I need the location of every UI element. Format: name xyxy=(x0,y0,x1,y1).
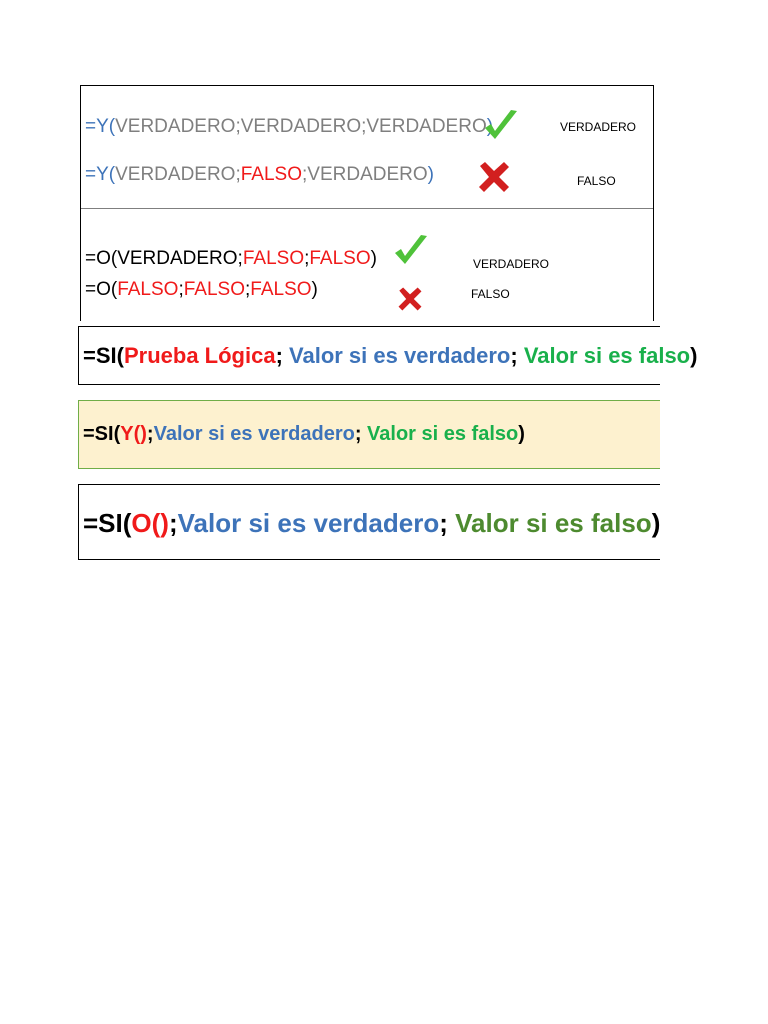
formula-segment: ) xyxy=(370,248,377,269)
si-syntax-panel xyxy=(78,326,698,385)
divider xyxy=(81,208,653,209)
formula-segment: =Y( xyxy=(85,164,116,185)
result-o-true: VERDADERO xyxy=(473,257,550,271)
cross-icon xyxy=(477,160,511,194)
formula-segment: ; xyxy=(439,508,456,538)
formula-segment: ) xyxy=(311,279,318,300)
formula-segment: ) xyxy=(427,164,434,185)
formula-y-false xyxy=(85,164,434,186)
formula-segment: =O( xyxy=(85,279,118,300)
formula-segment: =Y( xyxy=(85,116,116,137)
formula-segment: FALSO xyxy=(242,248,305,269)
cross-icon xyxy=(397,286,423,312)
formula-segment: Valor si es verdadero xyxy=(289,343,511,368)
formula-segment: ; xyxy=(244,279,251,300)
formula-segment: ) xyxy=(518,423,525,445)
formula-segment: Valor si es falso xyxy=(367,423,519,445)
formula-segment: ; xyxy=(168,508,178,538)
formula-segment: Y() xyxy=(120,423,147,445)
formula-segment: FALSO xyxy=(117,279,179,300)
check-icon xyxy=(481,106,521,146)
si-y-panel xyxy=(78,400,660,469)
formula-o-false xyxy=(85,279,318,301)
formula-segment: Valor si es verdadero xyxy=(177,508,440,538)
formula-segment: ; xyxy=(354,423,368,445)
formula-segment: ; xyxy=(146,423,154,445)
formula-segment: ; xyxy=(510,343,524,368)
formula-segment: FALSO xyxy=(240,164,302,185)
formula-segment: O() xyxy=(131,508,169,538)
formula-si-o xyxy=(83,508,660,539)
formula-segment: ) xyxy=(690,343,698,368)
formula-segment: Valor si es falso xyxy=(455,508,652,538)
formula-segment: =O(VERDADERO; xyxy=(85,248,243,269)
formula-segment: ;VERDADERO xyxy=(302,164,428,185)
logic-examples-panel xyxy=(80,85,654,321)
formula-segment: ; xyxy=(304,248,310,269)
formula-segment: Valor si es falso xyxy=(523,343,691,368)
formula-segment: =SI( xyxy=(83,423,121,445)
formula-segment: FALSO xyxy=(183,279,245,300)
formula-segment: ; xyxy=(178,279,184,300)
formula-o-true xyxy=(85,248,377,270)
formula-segment: VERDADERO;VERDADERO;VERDADERO xyxy=(115,116,487,137)
result-o-false: FALSO xyxy=(471,287,510,301)
formula-segment: VERDADERO; xyxy=(115,164,241,185)
formula-si-y xyxy=(83,423,525,446)
check-icon xyxy=(391,231,431,271)
formula-segment: FALSO xyxy=(250,279,312,300)
formula-segment: FALSO xyxy=(309,248,371,269)
formula-segment: =SI( xyxy=(83,343,124,368)
formula-y-true xyxy=(85,116,493,138)
result-y-false: FALSO xyxy=(577,174,616,188)
formula-segment: ; xyxy=(275,343,290,368)
formula-segment: Prueba Lógica xyxy=(123,343,276,368)
formula-segment: Valor si es verdadero xyxy=(153,423,355,445)
formula-si-syntax xyxy=(83,343,697,369)
si-o-panel xyxy=(78,484,660,560)
formula-segment: =SI( xyxy=(83,508,132,538)
formula-segment: ) xyxy=(651,508,661,538)
result-y-true: VERDADERO xyxy=(560,120,637,134)
